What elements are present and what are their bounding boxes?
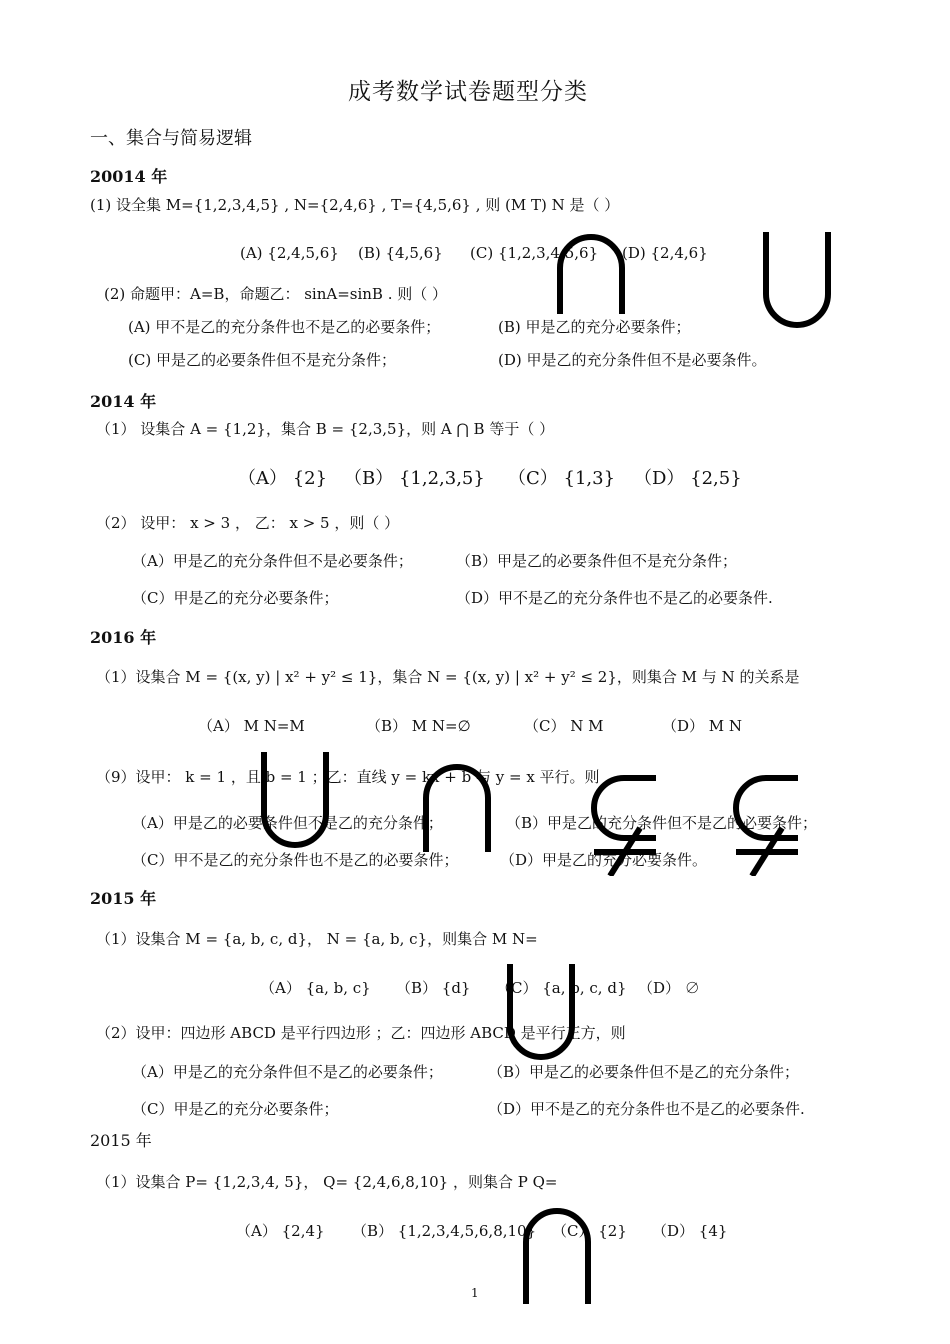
- year-heading: 2014 年: [90, 392, 157, 411]
- option-c: （C） {a, b, c, d}: [496, 979, 627, 997]
- option-b: (B) 甲是乙的充分必要条件；: [498, 318, 691, 336]
- year-heading: 20014 年: [90, 167, 168, 186]
- option-d: （D） {4}: [652, 1222, 728, 1240]
- year-heading-text: 2015 年: [90, 1131, 152, 1150]
- option-d: （D） {2,5}: [634, 468, 742, 489]
- option-c: （C）甲不是乙的充分条件也不是乙的必要条件；: [132, 851, 459, 869]
- option-a: (A) {2,4,5,6}: [240, 244, 339, 262]
- union-symbol-icon: [762, 232, 832, 328]
- option-d: （D） ∅: [638, 979, 700, 997]
- proper-subset-symbol-icon: [588, 772, 660, 876]
- option-c: （C）甲是乙的充分必要条件；: [132, 1100, 339, 1118]
- question-text: （2）设甲：四边形 ABCD 是平行四边形 ；乙：四边形 ABCD 是平行正方，则: [96, 1024, 626, 1042]
- option-a: （A）甲是乙的充分条件但不是乙的必要条件；: [132, 1063, 443, 1081]
- option-a: （A） {a, b, c}: [260, 979, 371, 997]
- question-text: （1）设集合 M = {(x, y) | x² + y² ≤ 1}，集合 N = {(x, y) | x² + y² ≤ 2}，则集合 M 与 N 的关系是: [96, 668, 800, 686]
- question-text: （2） 设甲： x > 3 ， 乙： x > 5 ，则（ ）: [96, 514, 400, 532]
- option-b: （B）甲是乙的必要条件但不是充分条件；: [456, 552, 738, 570]
- intersection-symbol-icon: [422, 764, 492, 852]
- section-heading: 一、集合与简易逻辑: [90, 128, 252, 149]
- year-heading: [90, 1128, 152, 1151]
- option-d: （D）甲是乙的充分必要条件。: [500, 851, 708, 869]
- option-a: （A） M N=M: [198, 717, 305, 735]
- option-c: （C）甲是乙的充分必要条件；: [132, 589, 339, 607]
- option-a: （A） {2,4}: [236, 1222, 325, 1240]
- option-a: (A) 甲不是乙的充分条件也不是乙的必要条件；: [128, 318, 441, 336]
- option-c: （C） N M: [524, 717, 604, 735]
- option-b: （B） {1,2,3,5}: [344, 468, 485, 489]
- option-b: （B） {d}: [396, 979, 471, 997]
- question-text: （9）设甲： k = 1 ，且 b = 1 ；乙：直线 y = kx + b 与 y = x 平行。则: [96, 768, 600, 786]
- option-b: （B） M N=∅: [366, 717, 471, 735]
- year-heading: 2016 年: [90, 628, 157, 647]
- question-text: （1）设集合 P= {1,2,3,4, 5}， Q= {2,4,6,8,10} ，则集合 P Q=: [96, 1173, 558, 1191]
- option-d: （D） M N: [662, 717, 743, 735]
- option-b: （B） {1,2,3,4,5,6,8,10}: [352, 1222, 537, 1240]
- page-title: 成考数学试卷题型分类: [348, 79, 588, 105]
- question-text: （1）设集合 M = {a, b, c, d}， N = {a, b, c}，则集合 M N=: [96, 930, 538, 948]
- option-d: （D）甲不是乙的充分条件也不是乙的必要条件.: [456, 589, 773, 607]
- option-d: （D）甲不是乙的充分条件也不是乙的必要条件.: [488, 1100, 805, 1118]
- option-b: (B) {4,5,6}: [358, 244, 443, 262]
- option-c: (C) 甲是乙的必要条件但不是充分条件；: [128, 351, 396, 369]
- question-text: (2) 命题甲：A=B，命题乙： sinA=sinB . 则（ ）: [104, 285, 448, 303]
- option-c: (C) {1,2,3,4,5,6}: [470, 244, 599, 262]
- union-symbol-icon: [260, 752, 330, 848]
- option-b: （B）甲是乙的必要条件但不是乙的充分条件；: [488, 1063, 800, 1081]
- option-c: （C） {1,3}: [508, 468, 616, 489]
- option-c: （C） {2}: [552, 1222, 627, 1240]
- option-a: （A） {2}: [238, 468, 328, 489]
- page-number: 1: [471, 1286, 479, 1300]
- question-text: (1) 设全集 M={1,2,3,4,5} , N={2,4,6} , T={4,5,6} , 则 (M T) N 是（ ）: [90, 196, 620, 214]
- option-d: (D) {2,4,6}: [622, 244, 708, 262]
- intersection-symbol-icon: [556, 234, 626, 314]
- union-symbol-icon: [506, 964, 576, 1060]
- option-a: （A）甲是乙的必要条件但不是乙的充分条件；: [132, 814, 443, 832]
- not-subset-symbol-icon: [730, 772, 802, 876]
- question-text: （1） 设集合 A = {1,2}，集合 B = {2,3,5}，则 A ⋂ B 等于（ ）: [96, 420, 555, 438]
- option-b: （B）甲是乙的充分条件但不是乙的必要条件；: [506, 814, 818, 832]
- option-a: （A）甲是乙的充分条件但不是必要条件；: [132, 552, 413, 570]
- intersection-symbol-icon: [522, 1208, 592, 1304]
- year-heading: 2015 年: [90, 889, 157, 908]
- option-d: (D) 甲是乙的充分条件但不是必要条件。: [498, 351, 767, 369]
